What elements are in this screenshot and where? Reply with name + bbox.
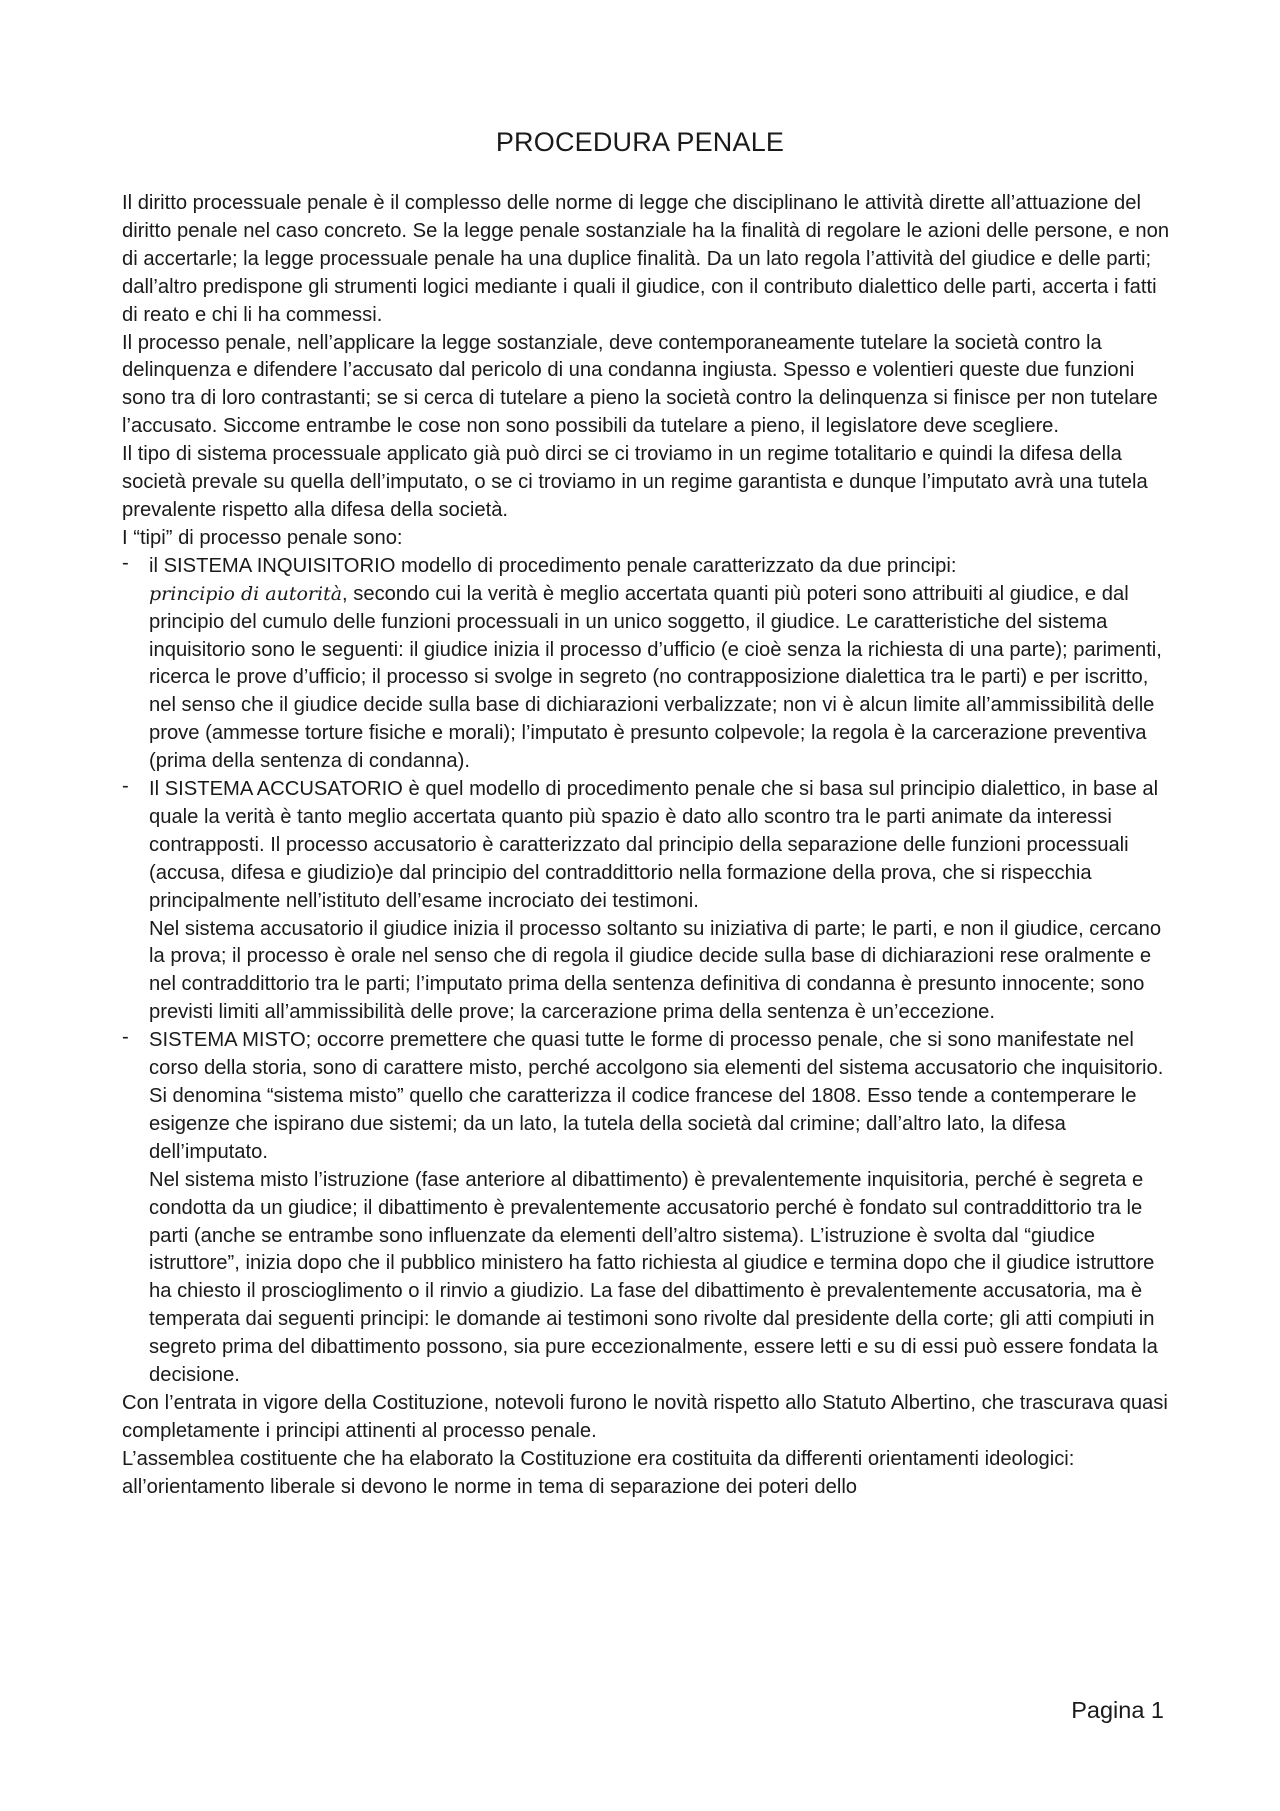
misto-paragraph-2: Nel sistema misto l’istruzione (fase anteriore al dibattimento) è prevalentemente inquisitoria, perché è segreta e condotta da un giudice; il dibattimento è prevalentemente accusatorio perché è fondato sul contraddittorio tra le parti (anche se entrambe sono influenzate da elementi dell’altro sistema). L’istruzione è svolta dal “giudice istruttore”, inizia dopo che il pubblico ministero ha fatto richiesta al giudice e termina dopo che il giudice istruttore ha chiesto il proscioglimento o il rinvio a giudizio. La fase del dibattimento è prevalentemente accusatoria, ma è temperata dai seguenti principi: le domande ai testimoni sono rivolte dal presidente della corte; gli atti compiuti in segreto prima del dibattimento possono, sia pure eccezionalmente, essere letti e su di essi può essere fondata la decisione. xyxy=(149,1168,1158,1387)
paragraph-costituzione: Con l’entrata in vigore della Costituzione, notevoli furono le novità rispetto allo Statuto Albertino, che trascurava quasi completamente i principi attinenti al processo penale. xyxy=(122,1391,1168,1442)
misto-paragraph-1: - SISTEMA MISTO; occorre premettere che quasi tutte le forme di processo penale, che si sono manifestate nel corso della storia, sono di carattere misto, perché accolgono sia elementi del sistema accusatorio che inquisitorio. Si denomina “sistema misto” quello che caratterizza il codice francese del 1808. Esso tende a contemperare le esigenze che ispirano due sistemi; da un lato, la tutela della società dal crimine; dall’altro lato, la difesa dell’imputato. xyxy=(149,1029,1164,1163)
inquisitorio-rest: , secondo cui la verità è meglio accertata quanti più poteri sono attribuiti al giudice, e dal principio del cumulo delle funzioni processuali in un unico soggetto, il giudice. Le caratteristiche del sistema inquisitorio sono le seguenti: il giudice inizia il processo d’ufficio (e cioè senza la richiesta di una parte); parimenti, ricerca le prove d’ufficio; il processo si svolge in segreto (no contrapposizione dialettica tra le parti) e per iscritto, nel senso che il giudice decide sulla base di dichiarazioni verbalizzate; non vi è alcun limite all’ammissibilità delle prove (ammesse torture fisiche e morali); l’imputato è presunto colpevole; la regola è la carcerazione preventiva (prima della sentenza di condanna). xyxy=(149,582,1162,773)
paragraph-functions: Il processo penale, nell’applicare la legge sostanziale, deve contemporaneamente tutelare la società contro la delinquenza e difendere l’accusato dal pericolo di una condanna ingiusta. Spesso e volentieri queste due funzioni sono tra di loro contrastanti; se si cerca di tutelare a pieno la società contro la delinquenza si finisce per non tutelare l’accusato. Siccome entrambe le cose non sono possibili da tutelare a pieno, il legislatore deve scegliere. xyxy=(122,331,1158,438)
paragraph-assemblea: L’assemblea costituente che ha elaborato la Costituzione era costituita da differenti orientamenti ideologici: all’orientamento liberale si devono le norme in tema di separazione dei poteri dello xyxy=(122,1447,1075,1498)
page-number: Pagina 1 xyxy=(1071,1697,1164,1723)
inquisitorio-italic-term: principio di autorità xyxy=(149,582,343,605)
inquisitorio-lead: il SISTEMA INQUISITORIO modello di procedimento penale caratterizzato da due principi: xyxy=(149,554,957,577)
list-item-accusatorio xyxy=(122,776,1172,1027)
page-title: PROCEDURA PENALE xyxy=(495,127,785,157)
paragraph-types-intro: I “tipi” di processo penale sono: xyxy=(122,526,403,549)
document-body xyxy=(122,190,1172,1502)
process-types-list xyxy=(122,553,1172,1390)
inquisitorio-text xyxy=(149,553,1172,776)
list-item-inquisitorio xyxy=(122,553,1172,776)
paragraph-regime: Il tipo di sistema processuale applicato già può dirci se ci troviamo in un regime totalitario e quindi la difesa della società prevale su quella dell’imputato, o se ci troviamo in un regime garantista e dunque l’imputato avrà una tutela prevalente rispetto alla difesa della società. xyxy=(122,443,1148,521)
paragraph-definition: Il diritto processuale penale è il complesso delle norme di legge che disciplinano le attività dirette all’attuazione del diritto penale nel caso concreto. Se la legge penale sostanziale ha la finalità di regolare le azioni delle persone, e non di accertarle; la legge processuale penale ha una duplice finalità. Da un lato regola l’attività del giudice e delle parti; dall’altro predispone gli strumenti logici mediante i quali il giudice, con il contributo dialettico delle parti, accerta i fatti di reato e chi li ha commessi. xyxy=(122,192,1170,326)
accusatorio-paragraph-2: Nel sistema accusatorio il giudice inizia il processo soltanto su iniziativa di parte; le parti, e non il giudice, cercano la prova; il processo è orale nel senso che di regola il giudice decide sulla base di dichiarazioni rese oralmente e nel contraddittorio tra le parti; l’imputato prima della sentenza definitiva di condanna è presunto innocente; sono previsti limiti all’ammissibilità delle prove; la carcerazione prima della sentenza è un’eccezione. xyxy=(149,917,1162,1024)
list-item-misto xyxy=(122,1027,1172,1390)
accusatorio-paragraph-1: - Il SISTEMA ACCUSATORIO è quel modello di procedimento penale che si basa sul principio dialettico, in base al quale la verità è tanto meglio accertata quanto più spazio è dato allo scontro tra le parti animate da interessi contrapposti. Il processo accusatorio è caratterizzato dal principio della separazione delle funzioni processuali (accusa, difesa e giudizio)e dal principio del contraddittorio nella formazione della prova, che si rispecchia principalmente nell’istituto dell’esame incrociato dei testimoni. xyxy=(149,778,1159,912)
